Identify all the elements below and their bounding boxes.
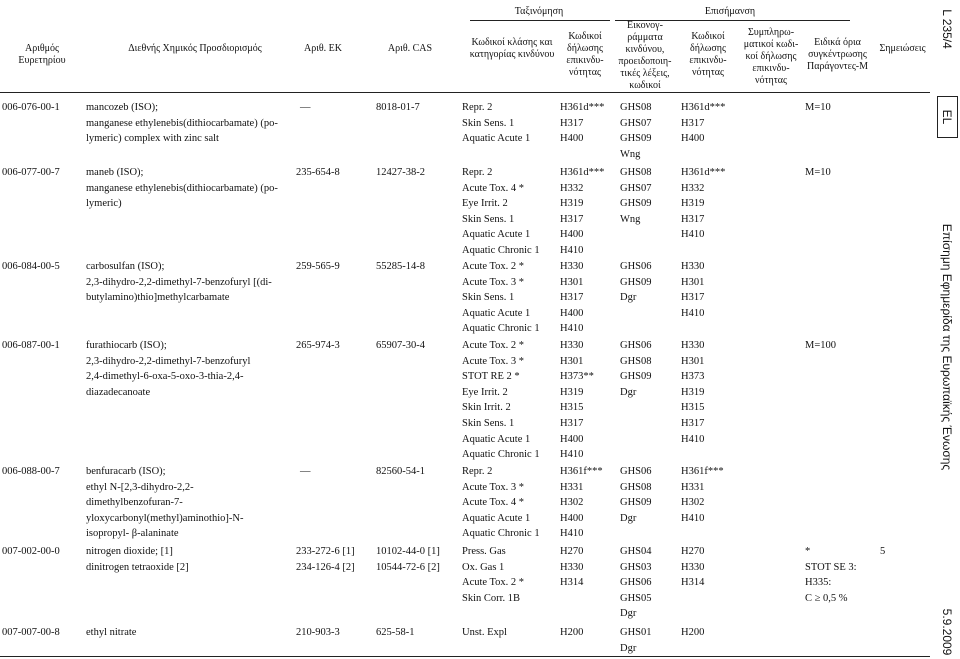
cell-line: 55285-14-8 — [376, 261, 425, 272]
cell-line: 10102-44-0 [1] — [376, 546, 440, 557]
cell-line: Acute Tox. 3 * — [462, 276, 525, 288]
header-line: Κωδικοί — [691, 31, 725, 42]
cell-line: Acute Tox. 2 * — [462, 340, 525, 351]
cell-line: Acute Tox. 2 * — [462, 261, 525, 272]
cell-line: diazadecanoate — [86, 386, 151, 398]
cell-line: Ox. Gas 1 — [462, 561, 505, 573]
cell-line: M=100 — [805, 340, 837, 351]
cell-line: H302 — [560, 497, 584, 509]
cell-line: 10544-72-6 [2] — [376, 561, 440, 573]
cell-line: GHS06 — [620, 261, 652, 272]
chemical-name-cell — [86, 100, 282, 147]
cell-line: H301 — [560, 355, 584, 367]
cell-line: butylamino)thio]methylcarbamate — [86, 292, 230, 304]
cell-line: Skin Sens. 1 — [462, 292, 515, 304]
cell-line: STOT SE 3: — [805, 561, 857, 573]
cell-line: H361f*** — [560, 466, 603, 477]
cell-line: Eye Irrit. 2 — [462, 386, 508, 398]
cell-line: H332 — [560, 182, 584, 194]
page-reference: L 235/4 — [940, 9, 954, 49]
cell-line: 8018-01-7 — [376, 102, 420, 113]
cell-line: GHS09 — [620, 198, 652, 210]
cell-line: 12427-38-2 — [376, 167, 425, 178]
class-codes-cell — [462, 259, 558, 337]
labelling-hazard-codes-cell — [681, 165, 739, 243]
cell-line: H200 — [681, 627, 705, 638]
class-codes-cell — [462, 544, 558, 606]
cell-line: GHS08 — [620, 355, 652, 367]
cell-line: H317 — [560, 117, 584, 129]
cell-line: H319 — [681, 198, 705, 210]
col-header-index: Αριθμός Ευρετηρίου — [18, 43, 66, 66]
cell-line: H314 — [681, 577, 705, 589]
cell-line: H361d*** — [560, 167, 605, 178]
index-number-cell — [2, 165, 84, 181]
journal-title: Επίσημη Εφημερίδα της Ευρωπαϊκής Ένωσης — [940, 223, 954, 471]
cell-line: Aquatic Acute 1 — [462, 229, 531, 241]
pictogram-codes-cell — [620, 464, 678, 526]
cell-line: H319 — [560, 198, 584, 210]
hazard-codes-cell — [560, 259, 618, 337]
cell-line: H330 — [560, 340, 584, 351]
cell-line: H410 — [560, 528, 584, 540]
ec-number-cell — [296, 259, 370, 275]
cell-line: Skin Sens. 1 — [462, 213, 515, 225]
cell-line: H330 — [681, 340, 705, 351]
cell-line: H373** — [560, 371, 594, 383]
cas-number-cell — [376, 464, 458, 480]
cell-line: GHS08 — [620, 167, 652, 178]
cell-line: — — [300, 102, 311, 113]
hazard-codes-cell — [560, 165, 618, 259]
cell-line: H410 — [560, 449, 584, 461]
cell-line: 82560-54-1 — [376, 466, 425, 477]
index-number-cell — [2, 625, 84, 641]
cell-line: ethyl N-[2,3-dihydro-2,2- — [86, 481, 194, 493]
cell-line: Skin Sens. 1 — [462, 417, 515, 429]
cell-line: H270 — [560, 546, 584, 557]
cell-line: Aquatic Chronic 1 — [462, 528, 540, 540]
hazard-codes-cell — [560, 464, 618, 542]
hazard-codes-cell — [560, 338, 618, 463]
cell-line: Repr. 2 — [462, 466, 493, 477]
chemical-name-cell — [86, 625, 282, 641]
cell-line: Unst. Expl — [462, 627, 507, 638]
index-number-cell — [2, 544, 84, 560]
cell-line: H373 — [681, 371, 705, 383]
page-side-margin — [934, 0, 960, 659]
pictogram-codes-cell — [620, 625, 678, 656]
pictogram-codes-cell — [620, 259, 678, 306]
pictogram-codes-cell — [620, 338, 678, 400]
cell-line: H270 — [681, 546, 705, 557]
cell-line: H330 — [681, 561, 705, 573]
cas-number-cell — [376, 338, 458, 354]
cell-line: Aquatic Acute 1 — [462, 133, 531, 145]
cell-line: H400 — [560, 133, 584, 145]
cell-line: H315 — [560, 402, 584, 414]
cell-line: 006-077-00-7 — [2, 167, 60, 178]
publication-date: 5.9.2009 — [940, 608, 954, 656]
limits-cell — [805, 544, 877, 606]
cell-line: GHS04 — [620, 546, 652, 557]
col-header-name: Διεθνής Χημικός Προσδιορισμός — [128, 43, 262, 54]
cell-line: H410 — [681, 512, 705, 524]
cell-line: Aquatic Chronic 1 — [462, 323, 540, 335]
cell-line: H314 — [560, 577, 584, 589]
cell-line: Aquatic Acute 1 — [462, 433, 531, 445]
cell-line: H330 — [560, 261, 584, 272]
index-number-cell — [2, 100, 84, 116]
labelling-hazard-codes-cell — [681, 625, 739, 641]
cell-line: H361d*** — [681, 102, 726, 113]
header-line: επικινδυ- — [752, 63, 790, 74]
cell-line: H302 — [681, 497, 705, 509]
language-code: EL — [940, 109, 954, 125]
cell-line: Repr. 2 — [462, 167, 493, 178]
cell-line: mancozeb (ISO); — [86, 102, 159, 113]
hazard-codes-cell — [560, 100, 618, 147]
cell-line: GHS03 — [620, 561, 652, 573]
cell-line: 65907-30-4 — [376, 340, 425, 351]
cas-number-cell — [376, 625, 458, 641]
cell-line: H317 — [681, 213, 705, 225]
cell-line: H317 — [681, 117, 705, 129]
cell-line: 210-903-3 — [296, 627, 340, 638]
cell-line: Dgr — [620, 292, 637, 304]
labelling-hazard-codes-cell — [681, 464, 739, 526]
cell-line: 007-007-00-8 — [2, 627, 60, 638]
cell-line: 006-076-00-1 — [2, 102, 60, 113]
cell-line: Aquatic Chronic 1 — [462, 244, 540, 256]
cell-line: M=10 — [805, 167, 831, 178]
limits-cell — [805, 165, 877, 181]
ec-number-cell — [296, 165, 370, 181]
cell-line: Acute Tox. 4 * — [462, 497, 525, 509]
index-number-cell — [2, 338, 84, 354]
cell-line: Dgr — [620, 608, 637, 620]
header-line: Εικονογ- — [627, 20, 663, 31]
header-line: προειδοποιη- — [618, 56, 672, 67]
chemical-name-cell — [86, 165, 282, 212]
header-line: Παράγοντες-M — [806, 61, 869, 72]
cell-line: Dgr — [620, 512, 637, 524]
cell-line: Skin Corr. 1B — [462, 592, 521, 604]
cell-line: GHS06 — [620, 340, 652, 351]
cell-line: H319 — [681, 386, 705, 398]
cell-line: H410 — [681, 307, 705, 319]
cell-line: Aquatic Acute 1 — [462, 512, 531, 524]
cell-line: GHS09 — [620, 133, 652, 145]
header-line: κινδύνου, — [625, 44, 665, 55]
cell-line: 006-084-00-5 — [2, 261, 60, 272]
cell-line: GHS05 — [620, 592, 652, 604]
chemical-name-cell — [86, 259, 282, 306]
cell-line: H410 — [560, 323, 584, 335]
header-line: Συμπληρω- — [747, 27, 795, 38]
header-line: συγκέντρωσης — [808, 49, 867, 60]
cell-line: H301 — [560, 276, 584, 288]
cell-line: 006-087-00-1 — [2, 340, 60, 351]
cell-line: isopropyl- β-alaninate — [86, 528, 179, 540]
cell-line: GHS09 — [620, 371, 652, 383]
cell-line: GHS06 — [620, 466, 652, 477]
cell-line: H335: — [805, 577, 832, 589]
hazard-codes-cell — [560, 544, 618, 591]
cell-line: H319 — [560, 386, 584, 398]
col-header-limits — [800, 37, 875, 73]
labelling-hazard-codes-cell — [681, 259, 739, 321]
class-codes-cell — [462, 165, 558, 259]
cell-line: dinitrogen tetraoxide [2] — [86, 561, 189, 573]
cell-line: 2,3-dihydro-2,2-dimethyl-7-benzofuryl — [86, 355, 251, 367]
cell-line: GHS08 — [620, 481, 652, 493]
cell-line: Wng — [620, 148, 641, 160]
cell-line: 259-565-9 — [296, 261, 340, 272]
ec-number-cell — [296, 100, 370, 116]
cell-line: manganese ethylenebis(dithiocarbamate) (po- — [86, 182, 278, 194]
header-bottom-rule — [0, 92, 930, 93]
cell-line: H317 — [560, 213, 584, 225]
cell-line: manganese ethylenebis(dithiocarbamate) (po- — [86, 117, 278, 129]
class-codes-cell — [462, 464, 558, 542]
pictogram-codes-cell — [620, 100, 678, 162]
cell-line: 006-088-00-7 — [2, 466, 60, 477]
col-header-class-codes — [462, 37, 562, 61]
labelling-group-header: Επισήμανση — [704, 6, 756, 17]
index-number-cell — [2, 259, 84, 275]
cas-number-cell — [376, 544, 458, 575]
ec-number-cell — [296, 464, 370, 480]
cell-line: Dgr — [620, 642, 637, 654]
header-line: νότητας — [569, 67, 601, 78]
chemical-name-cell — [86, 338, 282, 400]
cell-line: GHS08 — [620, 102, 652, 113]
cell-line: carbosulfan (ISO); — [86, 261, 165, 272]
header-line: τικές λέξεις, — [620, 68, 670, 79]
limits-cell — [805, 338, 877, 354]
cell-line: M=10 — [805, 102, 831, 113]
cell-line: Acute Tox. 3 * — [462, 481, 525, 493]
col-header-labelling-hazard-codes — [678, 31, 738, 79]
cell-line: GHS06 — [620, 577, 652, 589]
header-line: δήλωσης — [567, 43, 603, 54]
header-line: νότητας — [692, 67, 724, 78]
cell-line: H410 — [681, 433, 705, 445]
cell-line: H330 — [681, 261, 705, 272]
cell-line: H332 — [681, 182, 705, 194]
cell-line: H410 — [560, 244, 584, 256]
class-codes-cell — [462, 338, 558, 463]
header-line: Κωδικοί — [568, 31, 602, 42]
cell-line: H400 — [560, 229, 584, 241]
header-line: ράμματα — [627, 32, 663, 43]
cell-line: ethyl nitrate — [86, 627, 137, 638]
header-line: Κωδικοί κλάσης και — [471, 37, 553, 48]
cell-line: C ≥ 0,5 % — [805, 592, 848, 604]
cell-line: 5 — [880, 546, 886, 557]
cell-line: H301 — [681, 355, 705, 367]
cell-line: GHS01 — [620, 627, 652, 638]
cell-line: H331 — [681, 481, 705, 493]
pictogram-codes-cell — [620, 544, 678, 622]
cell-line: 234-126-4 [2] — [296, 561, 355, 573]
cell-line: GHS09 — [620, 276, 652, 288]
chemical-name-cell — [86, 544, 282, 575]
cell-line: H361d*** — [681, 167, 726, 178]
pictogram-codes-cell — [620, 165, 678, 227]
cell-line: lymeric) complex with zinc salt — [86, 133, 219, 145]
cell-line: Acute Tox. 3 * — [462, 355, 525, 367]
limits-cell — [805, 100, 877, 116]
cell-line: GHS09 — [620, 497, 652, 509]
ec-number-cell — [296, 625, 370, 641]
cell-line: GHS07 — [620, 117, 652, 129]
cell-line: H361f*** — [681, 466, 724, 477]
cell-line: H317 — [560, 417, 584, 429]
cell-line: 233-272-6 [1] — [296, 546, 355, 557]
cas-number-cell — [376, 259, 458, 275]
cell-line: H361d*** — [560, 102, 605, 113]
cell-line: 235-654-8 — [296, 167, 340, 178]
cell-line: nitrogen dioxide; [1] — [86, 546, 173, 557]
header-line: κωδικοί — [629, 80, 661, 91]
cell-line: Skin Irrit. 2 — [462, 402, 511, 414]
cell-line: Acute Tox. 4 * — [462, 182, 525, 194]
notes-cell — [880, 544, 920, 560]
cell-line: H331 — [560, 481, 584, 493]
cell-line: furathiocarb (ISO); — [86, 340, 167, 351]
class-codes-cell — [462, 100, 558, 147]
labelling-hazard-codes-cell — [681, 544, 739, 591]
cell-line: H200 — [560, 627, 584, 638]
cell-line: H330 — [560, 561, 584, 573]
cell-line: Acute Tox. 2 * — [462, 577, 525, 589]
cell-line: H301 — [681, 276, 705, 288]
cell-line: 007-002-00-0 — [2, 546, 60, 557]
cell-line: 265-974-3 — [296, 340, 340, 351]
header-line: ματικοί κωδι- — [743, 39, 799, 50]
classification-underline — [470, 20, 610, 21]
index-number-cell — [2, 464, 84, 480]
ec-number-cell — [296, 544, 370, 575]
table-bottom-rule — [0, 656, 930, 657]
cell-line: H400 — [560, 512, 584, 524]
col-header-supplementary-codes — [740, 27, 802, 87]
cell-line: H317 — [681, 417, 705, 429]
header-line: δήλωσης — [690, 43, 726, 54]
header-line: κατηγορίας κινδύνου — [469, 49, 555, 60]
header-line: νότητας — [755, 75, 787, 86]
cell-line: Wng — [620, 213, 641, 225]
cell-line: benfuracarb (ISO); — [86, 466, 166, 477]
cell-line: 2,3-dihydro-2,2-dimethyl-7-benzofuryl [(di- — [86, 276, 272, 288]
cell-line: Skin Sens. 1 — [462, 117, 515, 129]
header-line: επικινδυ- — [566, 55, 604, 66]
col-header-cas: Αριθ. CAS — [387, 43, 433, 54]
cell-line: Eye Irrit. 2 — [462, 198, 508, 210]
header-line: Ειδικά όρια — [814, 37, 861, 48]
cell-line: * — [805, 546, 811, 557]
cell-line: H400 — [681, 133, 705, 145]
header-line: επικινδυ- — [689, 55, 727, 66]
cas-number-cell — [376, 165, 458, 181]
labelling-hazard-codes-cell — [681, 338, 739, 447]
cell-line: STOT RE 2 * — [462, 371, 520, 383]
cell-line: 625-58-1 — [376, 627, 415, 638]
cell-line: H315 — [681, 402, 705, 414]
classification-group-header: Ταξινόμηση — [514, 6, 564, 17]
chemical-name-cell — [86, 464, 282, 542]
col-header-notes: Σημειώσεις — [879, 43, 926, 54]
cell-line: Aquatic Acute 1 — [462, 307, 531, 319]
cell-line: dimethylbenzofuran-7- — [86, 497, 183, 509]
cell-line: H317 — [560, 292, 584, 304]
cell-line: H400 — [560, 433, 584, 445]
cell-line: Aquatic Chronic 1 — [462, 449, 540, 461]
cell-line: H400 — [560, 307, 584, 319]
cell-line: H317 — [681, 292, 705, 304]
cell-line: maneb (ISO); — [86, 167, 144, 178]
cell-line: H410 — [681, 229, 705, 241]
col-header-pictograms — [612, 20, 678, 92]
cell-line: Dgr — [620, 386, 637, 398]
class-codes-cell — [462, 625, 558, 641]
cell-line: GHS07 — [620, 182, 652, 194]
hazard-codes-cell — [560, 625, 618, 641]
col-header-hazard-codes — [555, 31, 615, 79]
header-line: κοί δήλωσης — [745, 51, 797, 62]
cell-line: — — [300, 466, 311, 477]
cell-line: lymeric) — [86, 198, 122, 210]
col-header-ec: Αριθ. ΕΚ — [303, 43, 343, 54]
cell-line: yloxycarbonyl(methyl)aminothio]-N- — [86, 512, 244, 524]
cell-line: 2,4-dimethyl-6-oxa-5-oxo-3-thia-2,4- — [86, 371, 244, 383]
cell-line: Press. Gas — [462, 546, 506, 557]
labelling-hazard-codes-cell — [681, 100, 739, 147]
cas-number-cell — [376, 100, 458, 116]
cell-line: Repr. 2 — [462, 102, 493, 113]
ec-number-cell — [296, 338, 370, 354]
